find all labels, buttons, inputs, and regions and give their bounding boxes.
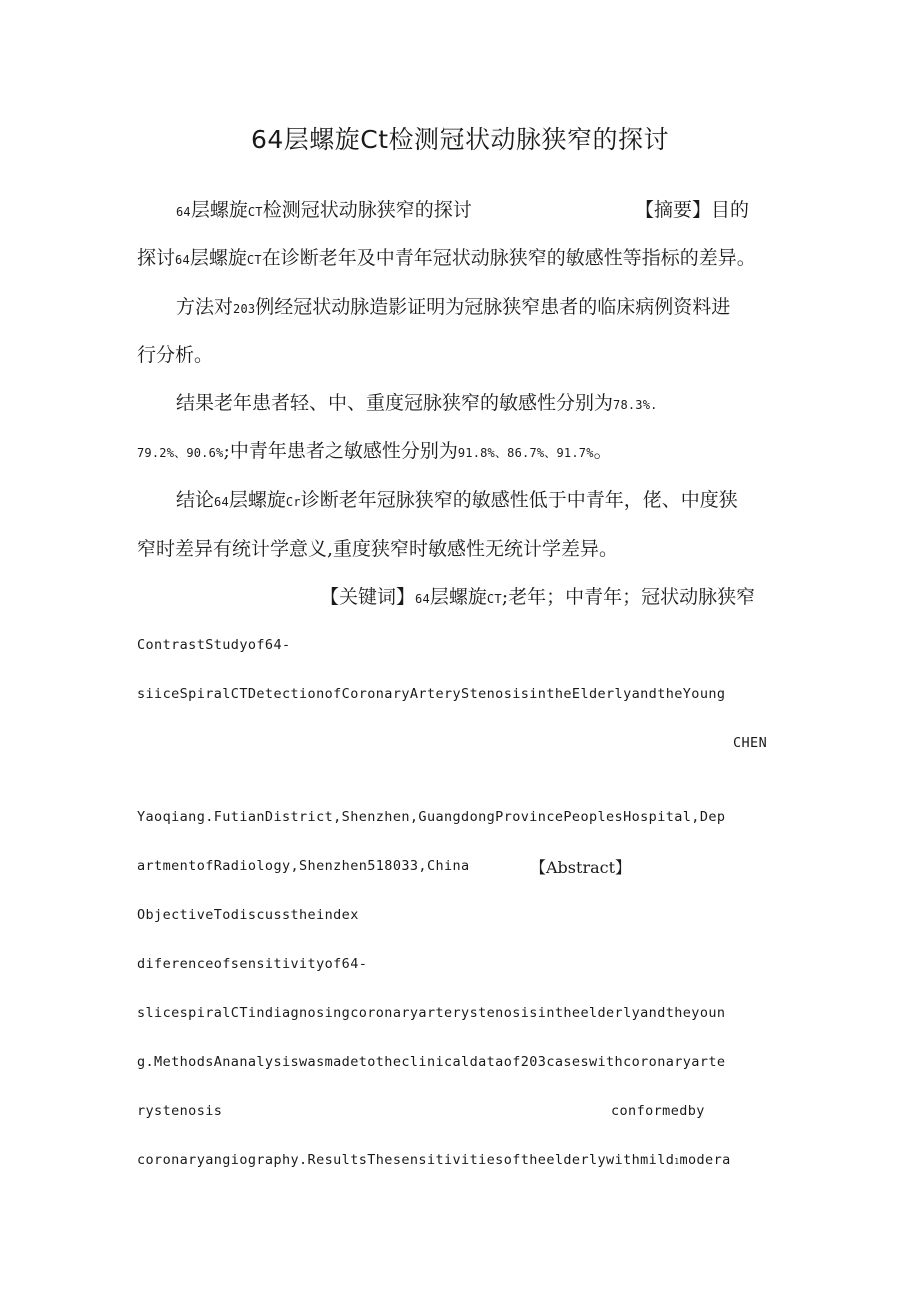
abstract-line-6	[137, 436, 613, 463]
text: 方法对	[176, 296, 234, 318]
text: ;中青年患者之敏感性分别为	[223, 440, 458, 462]
text: 层螺旋	[429, 586, 487, 608]
text-ct: CT	[247, 205, 263, 219]
en-line: g.MethodsAnanalysiswasmadetotheclinicaldataof203caseswithcoronaryarte	[137, 1054, 726, 1070]
abstract-line-8: 窄时差异有统计学意义,重度狭窄时敏感性无统计学差异。	[137, 538, 619, 560]
text-ct: CT	[486, 592, 502, 606]
text: 层螺旋	[228, 489, 286, 511]
en-line: artmentofRadiology,Shenzhen518033,China	[137, 858, 470, 874]
text: 结果老年患者轻、中、重度冠脉狭窄的敏感性分别为	[176, 392, 614, 414]
abstract-line-1	[176, 195, 472, 222]
en-line: slicespiralCTindiagnosingcoronaryarterystenosisintheelderlyandtheyoun	[137, 1005, 726, 1021]
abstract-line-4: 行分析。	[137, 344, 214, 366]
text: coronaryangiography.ResultsThesensitivitiesoftheelderlywithmild	[137, 1152, 675, 1168]
text: ;老年；中青年；冠状动脉狭窄	[501, 586, 756, 608]
text: 探讨	[137, 247, 176, 269]
text: 。	[593, 440, 613, 462]
abstract-heading-en: 【Abstract】	[530, 858, 632, 877]
en-line: diferenceofsensitivityof64-	[137, 956, 368, 972]
text: 检测冠状动脉狭窄的探讨	[262, 199, 472, 221]
text: modera	[679, 1152, 731, 1168]
text-num: 91.8%、86.7%、91.7%	[457, 446, 594, 460]
text: 层螺旋	[190, 199, 248, 221]
text-num: 78.3%.	[613, 398, 658, 412]
keywords	[320, 582, 755, 609]
text-num: 64	[214, 495, 229, 509]
abstract-line-7	[176, 485, 738, 512]
abstract-heading: 【摘要】目的	[635, 199, 750, 221]
abstract-line-2	[137, 243, 756, 270]
page-title: 64层螺旋Ct检测冠状动脉狭窄的探讨	[250, 125, 670, 154]
keywords-label: 【关键词】	[320, 586, 416, 608]
author-name: CHEN	[733, 735, 768, 751]
text: 例经冠状动脉造影证明为冠脉狭窄患者的临床病例资料进	[255, 296, 731, 318]
text-num: 64	[415, 592, 430, 606]
subscript: 1	[674, 1157, 680, 1166]
text: 诊断老年冠脉狭窄的敏感性低于中青年，佬、中度狭	[300, 489, 738, 511]
en-line	[137, 1152, 731, 1168]
text-num: 64	[176, 205, 191, 219]
en-line: ContrastStudyof64-	[137, 637, 291, 653]
text-num: 64	[175, 253, 190, 267]
abstract-line-3	[176, 292, 730, 319]
text: 层螺旋	[189, 247, 247, 269]
abstract-line-5	[176, 388, 658, 415]
en-line: ObjectiveTodiscusstheindex	[137, 907, 359, 923]
text-ct: Cr	[285, 495, 301, 509]
text-num: 79.2%、90.6%	[137, 446, 224, 460]
en-line: rystenosis	[137, 1103, 223, 1119]
text-ct: CT	[246, 253, 262, 267]
en-line: conformedby	[611, 1103, 705, 1119]
text: 在诊断老年及中青年冠状动脉狭窄的敏感性等指标的差异。	[261, 247, 756, 269]
en-line: siiceSpiralCTDetectionofCoronaryArteryStenosisintheElderlyandtheYoung	[137, 686, 726, 702]
text: 结论	[176, 489, 215, 511]
text-num: 203	[233, 302, 256, 316]
en-line: Yaoqiang.FutianDistrict,Shenzhen,GuangdongProvincePeoplesHospital,Dep	[137, 809, 726, 825]
